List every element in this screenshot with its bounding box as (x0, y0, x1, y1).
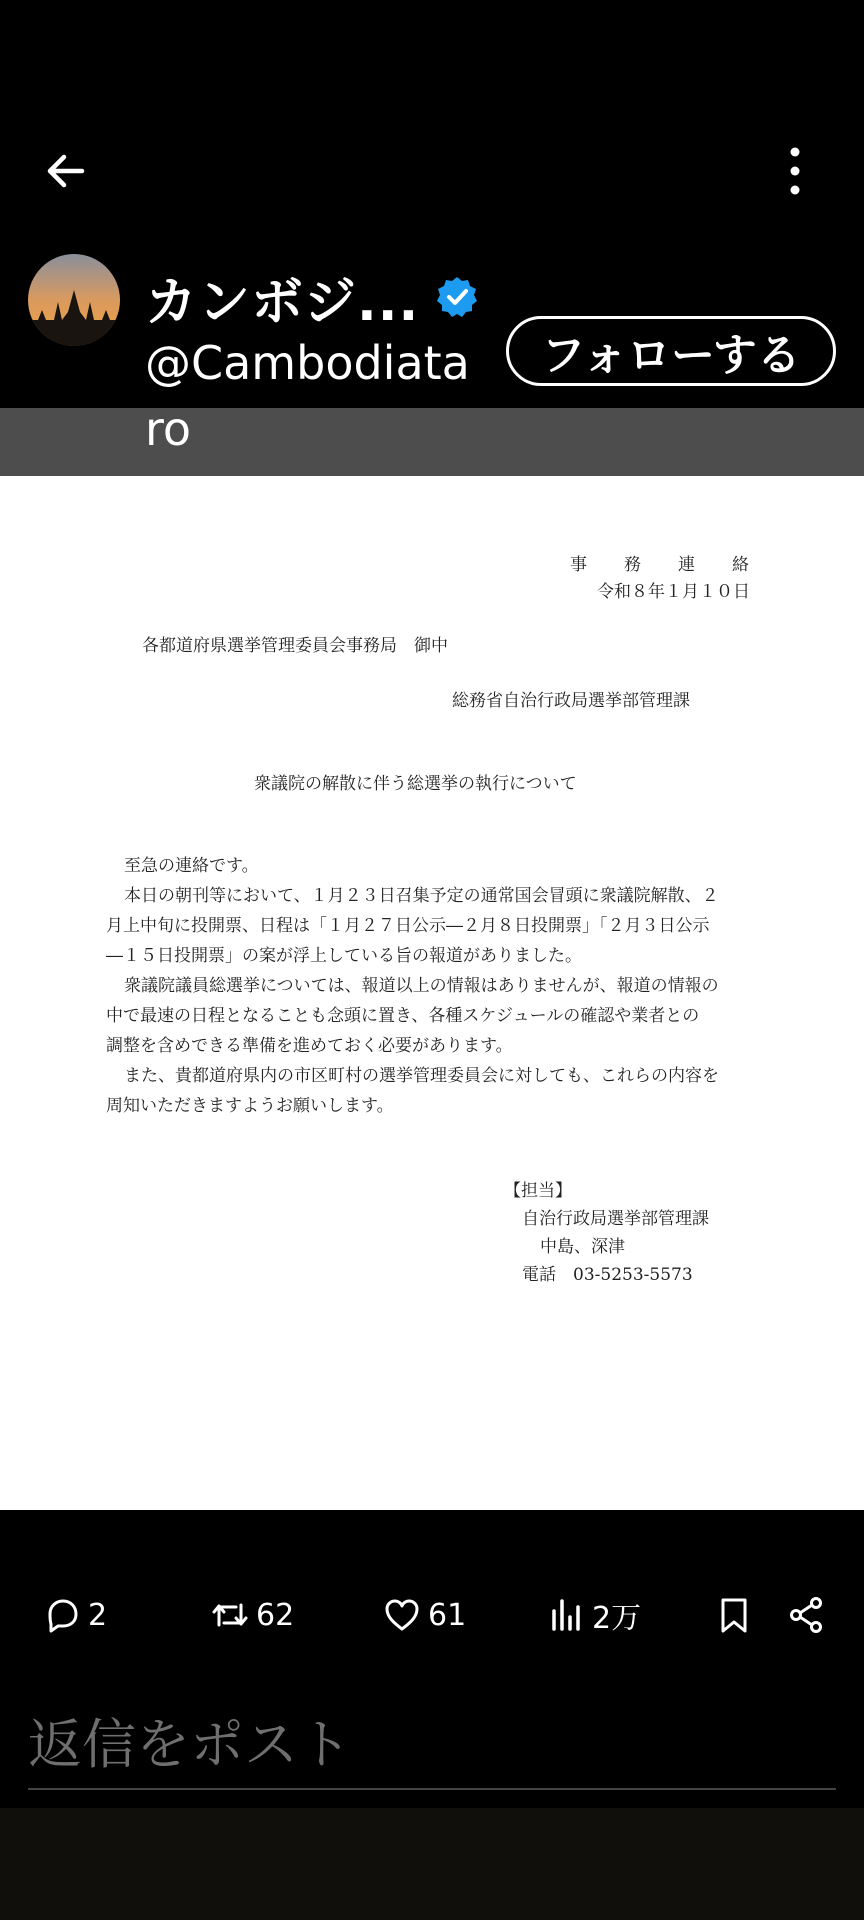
doc-subject: 衆議院の解散に伴う総選挙の執行について (254, 774, 577, 794)
name-row (145, 262, 479, 332)
post-author-header (0, 250, 864, 456)
doc-contact-dept: 自治行政局選挙部管理課 (522, 1209, 709, 1229)
doc-body-line: 衆議院議員総選挙については、報道以上の情報はありませんが、報道の情報の (124, 976, 719, 996)
avatar[interactable] (28, 254, 120, 346)
like-count: 61 (428, 1597, 467, 1633)
display-name[interactable]: カンボジ... (145, 272, 420, 333)
more-options-button[interactable] (770, 140, 820, 196)
doc-heading: 事 務 連 絡 (570, 555, 750, 575)
doc-body-line: 月上中旬に投開票、日程は「１月２７日公示―２月８日投開票」「２月３日公示 (106, 916, 710, 936)
bookmark-button[interactable] (714, 1580, 754, 1650)
repost-icon (210, 1595, 250, 1635)
doc-sender: 総務省自治行政局選挙部管理課 (452, 691, 690, 711)
more-vertical-icon (770, 140, 820, 196)
views-button[interactable] (546, 1580, 641, 1650)
repost-button[interactable] (210, 1580, 294, 1650)
reply-icon (42, 1595, 82, 1635)
doc-body-line: 本日の朝刊等において、１月２３日召集予定の通常国会冒頭に衆議院解散、２ (124, 886, 719, 906)
doc-body-line: また、貴都道府県内の市区町村の選挙管理委員会に対しても、これらの内容を (124, 1066, 719, 1086)
reply-count: 2 (88, 1597, 108, 1633)
doc-contact-phone: 電話 03-5253-5573 (522, 1265, 693, 1285)
reply-button[interactable] (42, 1580, 107, 1650)
views-icon (546, 1595, 586, 1635)
doc-body-line: ―１５日投開票」の案が浮上している旨の報道がありました。 (106, 946, 582, 966)
back-button[interactable] (38, 140, 94, 196)
user-handle[interactable]: @Cambodiataro (145, 336, 470, 456)
doc-contact-names: 中島、深津 (540, 1237, 625, 1257)
reply-input[interactable]: 返信をポスト (28, 1700, 836, 1790)
back-arrow-icon (38, 140, 94, 196)
share-icon (786, 1595, 826, 1635)
repost-count: 62 (256, 1597, 295, 1633)
post-actions-bar (0, 1580, 864, 1650)
doc-body-line: 中で最速の日程となることも念頭に置き、各種スケジュールの確認や業者との (106, 1006, 700, 1026)
attached-document-image[interactable] (0, 476, 864, 1510)
bookmark-icon (714, 1595, 754, 1635)
like-button[interactable] (382, 1580, 466, 1650)
share-button[interactable] (786, 1580, 826, 1650)
follow-button[interactable]: フォローする (506, 316, 836, 386)
views-count: 2万 (592, 1601, 642, 1636)
top-bar (0, 130, 864, 200)
doc-body-line: 至急の連絡です。 (124, 856, 259, 876)
doc-body-line: 周知いただきますようお願いします。 (106, 1096, 394, 1116)
doc-contact-label: 【担当】 (504, 1181, 572, 1201)
verified-badge-icon (435, 275, 479, 319)
like-icon (382, 1595, 422, 1635)
doc-body-line: 調整を含めできる準備を進めておく必要があります。 (106, 1036, 513, 1056)
doc-addressee: 各都道府県選挙管理委員会事務局 御中 (142, 636, 448, 656)
bottom-area (0, 1808, 864, 1920)
doc-date: 令和８年１月１０日 (597, 582, 750, 602)
